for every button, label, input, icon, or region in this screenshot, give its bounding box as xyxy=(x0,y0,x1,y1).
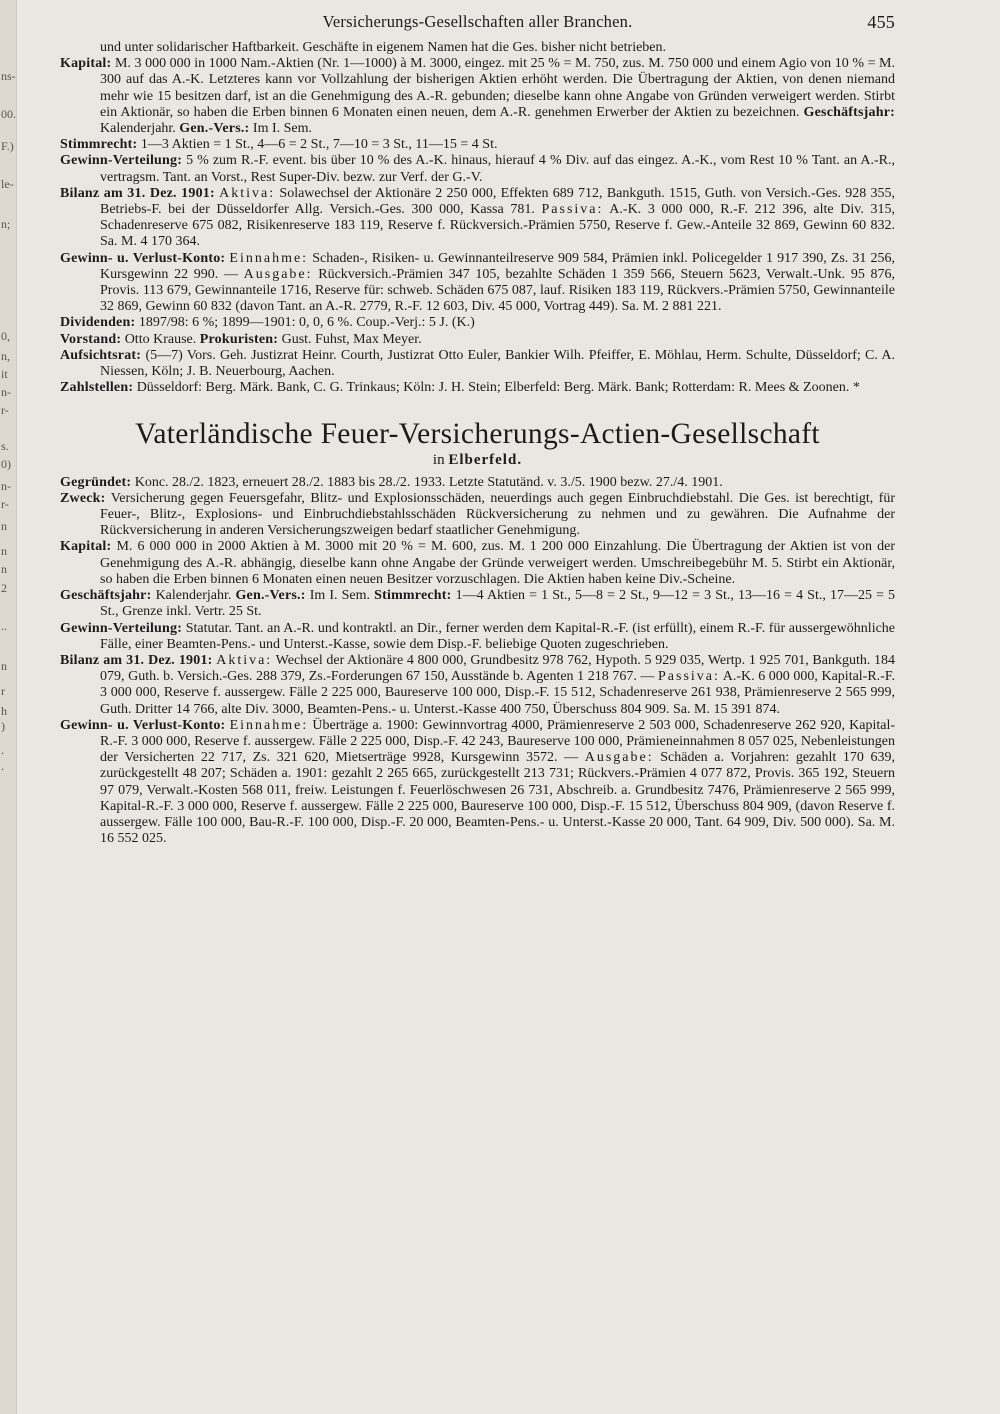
margin-fragment: 2 xyxy=(1,581,7,595)
aufsichtsrat-entry: Aufsichtsrat: (5—7) Vors. Geh. Justizrat Heinr. Courth, Justizrat Otto Euler, Bankier Wilh. Pfeiffer, E. Möhlau, Herm. Schulte, Düsseldorf; C. A. Niessen, Köln; J. B. Neuerbourg, Aachen. xyxy=(60,347,896,380)
margin-fragment: F.) xyxy=(1,139,14,153)
guv-entry: Gewinn- u. Verlust-Konto: Einnahme: Schaden-, Risiken- u. Gewinnanteilreserve 909 584, Prämien inkl. Policegelder 1 917 390, Zs. 31 256, Kursgewinn 22 990. — Ausgabe: Rückversich.-Prämien 347 105, bezahlte Schäden 1 359 566, Steuern 5623, Verwalt.-Unk. 95 876, Provis. 113 679, Gewinnanteile 1716, Reserve für: schweb. Schäden 675 087, lauf. Risiken 183 119, Rückvers.-Prämien 5750, Gewinnanteile 32 869, Gewinn 60 832 (davon Tant. an A.-R. 2779, R.-F. 12 603, Div. 45 000, Vortrag 449). Sa. M. 2 881 221. xyxy=(60,250,896,315)
margin-fragment: s. xyxy=(1,439,9,453)
margin-fragment: n xyxy=(1,659,7,673)
intro-paragraph: und unter solidarischer Haftbarkeit. Geschäfte in eigenem Namen hat die Ges. bisher nicht betrieben. xyxy=(100,40,667,55)
gewinnverteilung-entry-2: Gewinn-Verteilung: Statutar. Tant. an A.-R. und kontraktl. an Dir., ferner werden dem Kapital-R.-F. (ist erfüllt), einem R.-F. für aussergewöhnliche Fälle, einer Beamten-Pens.- und Unterst.-Kasse, sowie dem Disp.-F. beliebige Quoten zugeschrieben. xyxy=(60,620,896,652)
margin-fragment: 00. xyxy=(1,107,16,121)
document-page xyxy=(60,14,895,847)
margin-fragment: r- xyxy=(1,497,9,511)
kapital-entry: Kapital: M. 3 000 000 in 1000 Nam.-Aktien (Nr. 1—1000) à M. 3000, eingez. mit 25 % = M. 750, zus. M. 750 000 und einem Agio von 10 % = M. 300 auf das A.-K. Letzteres kann vor Vollzahlung der bisherigen Aktien erhöht werden. Die Übertragung der Aktien, von denen niemand mehr wie 15 besitzen darf, ist an die Genehmigung des A.-R. gebunden; dieselbe kann ohne Angabe von Gründen verweigert werden. Stirbt ein Aktionär, so haben die Erben binnen 6 Monaten einen neuen, dem A.-R. genehmen Erwerber der Aktien zu bezeichnen. Geschäftsjahr: Kalenderjahr. Gen.-Vers.: Im I. Sem. xyxy=(60,56,896,137)
dividenden-entry: Dividenden: 1897/98: 6 %; 1899—1901: 0, 0, 6 %. Coup.-Verj.: 5 J. (K.) xyxy=(60,315,475,331)
margin-fragment: it xyxy=(1,367,8,381)
kapital-entry-2: Kapital: M. 6 000 000 in 2000 Aktien à M. 3000 mit 20 % = M. 600, zus. M. 1 200 000 Einzahlung. Die Übertragung der Aktien ist von der Genehmigung des A.-R. abhängig, dieselbe kann ohne Angabe der Gründe verweigert werden. Umschreibegebühr M. 5. Stirbt ein Aktionär, so haben die Erben binnen 6 Monaten einen neuen Besitzer vorzuschlagen. Die Aktien haben keine Div.-Scheine. xyxy=(60,539,896,587)
vorstand-entry: Vorstand: Otto Krause. Prokuristen: Gust. Fuhst, Max Meyer. xyxy=(60,331,422,347)
zweck-entry: Zweck: Versicherung gegen Feuersgefahr, Blitz- und Explosionsschäden, neuerdings auch gegen Einbruchdiebstahl. Die Ges. ist berechtigt, für Feuer-, Blitz-, Explosions- und Einbruchdiebstahlsschäden Rückversicherung zu nehmen und zu gewähren. Die Aufnahme der Rückversicherung in anderen Versicherungszweigen bedarf staatlicher Genehmigung. xyxy=(60,490,895,539)
margin-fragment: n- xyxy=(1,385,11,399)
company-location: in Elberfeld. xyxy=(432,452,523,469)
margin-fragment: n; xyxy=(1,217,11,231)
running-header xyxy=(60,14,895,40)
margin-fragment: n- xyxy=(1,479,11,493)
margin-fragment: le- xyxy=(1,177,14,191)
stimmrecht-entry: Stimmrecht: 1—3 Aktien = 1 St., 4—6 = 2 St., 7—10 = 3 St., 11—15 = 4 St. xyxy=(60,137,498,153)
margin-fragment: 0) xyxy=(1,457,11,471)
zahlstellen-entry: Zahlstellen: Düsseldorf: Berg. Märk. Bank, C. G. Trinkaus; Köln: J. H. Stein; Elberfeld: Berg. Märk. Bank; Rotterdam: R. Mees & Zoonen. * xyxy=(60,380,860,396)
bilanz-entry-2: Bilanz am 31. Dez. 1901: Aktiva: Wechsel der Aktionäre 4 800 000, Grundbesitz 978 762, Hypoth. 5 929 035, Wertp. 1 925 701, Bankguth. 184 079, Guth. b. Versich.-Ges. 288 379, Zs.-Forderungen 67 150, Ausstände b. Agenten 1 218 767. — Passiva: A.-K. 6 000 000, Kapital-R.-F. 3 000 000, Reserve f. aussergew. Fälle 2 225 000, Baureserve 100 000, Disp.-F. 15 512, Schadenreserve 261 938, Prämienreserve 2 565 999, Guth. Dritter 14 766, alte Div. 3000, Beamten-Pens.- u. Unterst.-Kasse 400 750, Überschuss 804 909. Sa. M. 15 391 874. xyxy=(60,652,896,717)
margin-fragment: n xyxy=(1,544,7,558)
company-title: Vaterländische Feuer-Versicherungs-Actien-Gesellschaft xyxy=(135,418,820,451)
gewinnverteilung-entry: Gewinn-Verteilung: 5 % zum R.-F. event. bis über 10 % des A.-K. hinaus, hierauf 4 % Div. auf das eingez. A.-K., vom Rest 10 % Tant. an A.-R., vertragsm. Tant. an Vorst., Rest Super-Div. bezw. zur Verf. der G.-V. xyxy=(60,153,896,185)
margin-fragment: . xyxy=(1,743,4,757)
margin-fragment: n, xyxy=(1,349,10,363)
margin-fragment: .. xyxy=(1,619,7,633)
scan-left-margin xyxy=(0,0,17,1414)
guv-entry-2: Gewinn- u. Verlust-Konto: Einnahme: Überträge a. 1900: Gewinnvortrag 4000, Prämienreserve 2 503 000, Schadenreserve 262 920, Kapital-R.-F. 3 000 000, Reserve f. aussergew. Fälle 2 225 000, Disp.-F. 42 243, Baureserve 100 000, Prämieneinnahmen 8 057 025, Nebenleistungen der Versicherten 22 717, Zs. 321 620, Mietserträge 9928, Kursgewinn 3572. — Ausgabe: Schäden a. Vorjahren: gezahlt 170 639, zurückgestellt 48 207; Schäden a. 1901: gezahlt 2 265 665, zurückgestellt 213 731; Rückvers.-Prämien 4 077 872, Provis. 365 192, Steuern 97 079, Verwalt.-Kosten 568 011, freiw. Leistungen f. Feuerlöschwesen 26 731, Abschreib. a. Grundbesitz 7476, Prämienreserve 2 565 999, Kapital-R.-F. 3 000 000, Reserve f. aussergew. Fälle 2 225 000, Baureserve 100 000, Disp.-F. 15 512, Überschuss 804 909, (davon Reserve f. aussergew. Fälle 100 000, Bau-R.-F. 100 000, Disp.-F. 20 000, Beamten-Pens.- u. Unterst.-Kasse 20 000, Tant. 64 909, Div. 500 000). Sa. M. 16 552 025. xyxy=(60,717,895,847)
margin-fragment: . xyxy=(1,759,4,773)
margin-fragment: ) xyxy=(1,719,5,733)
margin-fragment: r xyxy=(1,684,5,698)
running-title: Versicherungs-Gesellschaften aller Branchen. xyxy=(322,12,633,31)
gegruendet-entry: Gegründet: Konc. 28./2. 1823, erneuert 28./2. 1883 bis 28./2. 1933. Letzte Statutänd. v. 3./5. 1900 bezw. 27./4. 1901. xyxy=(60,474,723,490)
geschaeftsjahr-entry-2: Geschäftsjahr: Kalenderjahr. Gen.-Vers.: Im I. Sem. Stimmrecht: 1—4 Aktien = 1 St., 5—8 = 2 St., 9—12 = 3 St., 13—16 = 4 St., 17—25 = 5 St., Grenze inkl. Vertr. 25 St. xyxy=(60,588,896,620)
margin-fragment: h xyxy=(1,704,7,718)
margin-fragment: r- xyxy=(1,403,9,417)
bilanz-entry: Bilanz am 31. Dez. 1901: Aktiva: Solawechsel der Aktionäre 2 250 000, Effekten 689 712, Bankguth. 1515, Guth. von Versich.-Ges. 928 355, Betriebs-F. bei der Düsseldorfer Allg. Versich.-Ges. 300 000, Kassa 781. Passiva: A.-K. 3 000 000, R.-F. 212 396, alte Div. 315, Schadenreserve 675 082, Risikenreserve 183 119, Reserve f. Rückversich.-Prämien 5750, Reserve f. Gew.-Anteile 32 869, Gewinn 60 832. Sa. M. 4 170 364. xyxy=(60,185,896,250)
page-number: 455 xyxy=(867,12,895,32)
margin-fragment: n xyxy=(1,562,7,576)
margin-fragment: n xyxy=(1,519,7,533)
margin-fragment: 0, xyxy=(1,329,10,343)
margin-fragment: ns- xyxy=(1,69,16,83)
